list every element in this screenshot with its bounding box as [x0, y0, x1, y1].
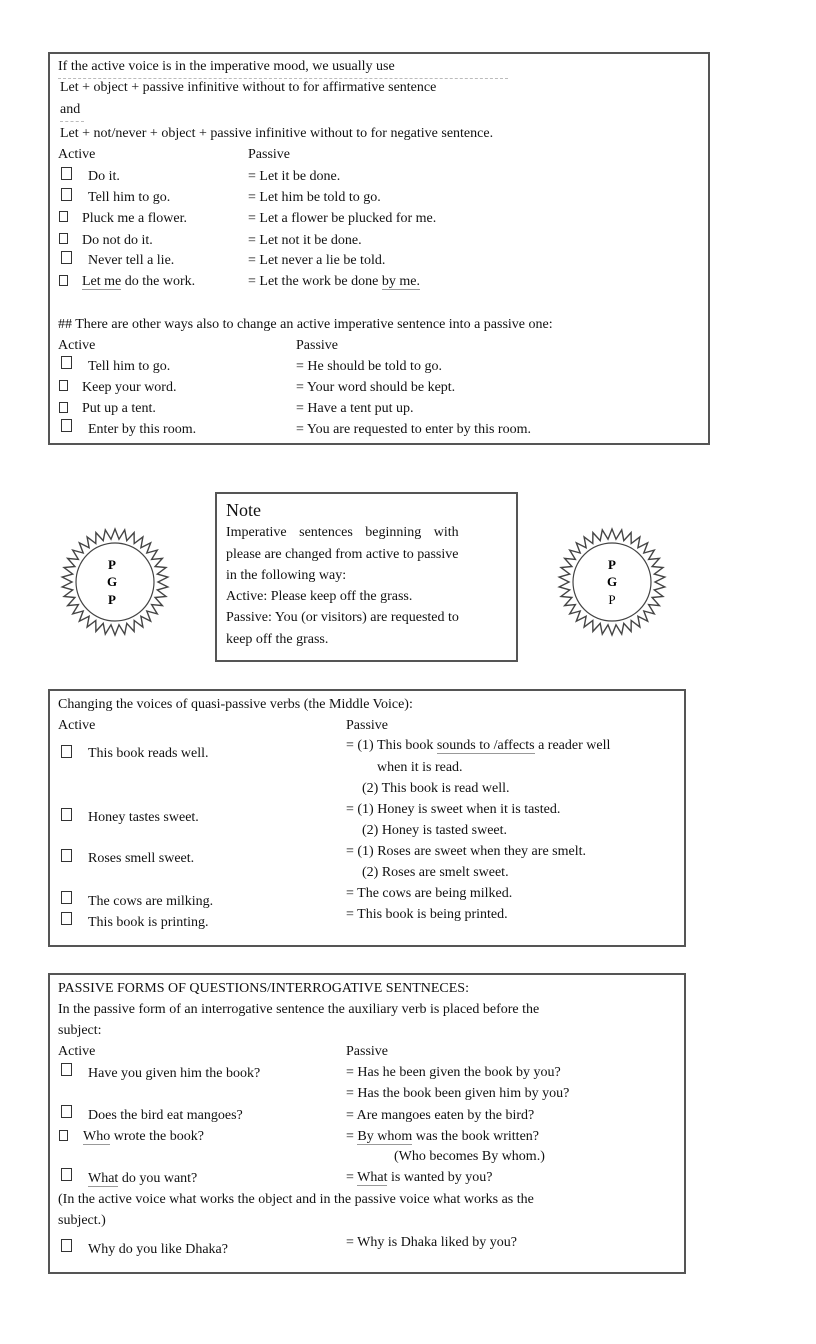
rule-negative: Let + not/never + object + passive infinitive without to for negative sentence.: [60, 126, 494, 141]
checkbox-icon: [59, 233, 68, 244]
checkbox-icon: [61, 891, 72, 904]
active-header: Active: [58, 147, 96, 162]
underlined-phrase: By whom: [357, 1129, 413, 1144]
passive-example: = By whom was the book written?: [346, 1129, 539, 1144]
checkbox-icon: [61, 1239, 72, 1252]
checkbox-icon: [61, 912, 72, 925]
note-line: Imperative sentences beginning with: [226, 525, 459, 540]
active-example: Do not do it.: [82, 233, 153, 248]
checkbox-icon: [61, 419, 72, 432]
active-example: Does the bird eat mangoes?: [88, 1108, 243, 1123]
seal-letter: P: [608, 592, 616, 607]
seal-letter: P: [108, 557, 116, 572]
passive-example: = Your word should be kept.: [296, 380, 456, 395]
passive-example: (2) This book is read well.: [362, 781, 510, 796]
underlined-phrase: Let me: [82, 274, 122, 289]
passive-example: = (1) Roses are sweet when they are smelt.: [346, 844, 586, 859]
note-line: in the following way:: [226, 568, 347, 583]
passive-example: = Have a tent put up.: [296, 401, 414, 416]
passive-example: = (1) This book sounds to /affects a reader well: [346, 738, 611, 753]
passive-header: Passive: [296, 338, 338, 353]
active-example: Do it.: [88, 169, 120, 184]
checkbox-icon: [61, 356, 72, 369]
passive-example: = This book is being printed.: [346, 907, 508, 922]
passive-header: Passive: [346, 1044, 388, 1059]
pgp-seal-right: [557, 527, 667, 637]
other-ways-heading: ## There are other ways also to change an active imperative sentence into a passive one:: [58, 317, 553, 332]
interrogative-box: [48, 973, 686, 1274]
active-example: Why do you like Dhaka?: [88, 1242, 228, 1257]
active-example: This book reads well.: [88, 746, 209, 761]
checkbox-icon: [59, 402, 68, 413]
passive-example: = You are requested to enter by this room.: [296, 422, 531, 437]
note-line: Passive: You (or visitors) are requested to: [226, 610, 459, 625]
passive-example: = Why is Dhaka liked by you?: [346, 1235, 517, 1250]
checkbox-icon: [59, 1130, 68, 1141]
note-line: please are changed from active to passive: [226, 547, 459, 562]
underlined-phrase: sounds to /affects: [436, 738, 535, 753]
passive-example: = Let him be told to go.: [248, 190, 381, 205]
passive-example: = The cows are being milked.: [346, 886, 513, 901]
dashed-divider: [60, 121, 84, 122]
rule-affirmative: Let + object + passive infinitive without to for affirmative sentence: [60, 80, 437, 95]
description-line: subject:: [58, 1023, 102, 1038]
active-example: The cows are milking.: [88, 894, 214, 909]
note-line: keep off the grass.: [226, 632, 329, 647]
checkbox-icon: [61, 745, 72, 758]
checkbox-icon: [59, 211, 68, 222]
passive-example: = Has the book been given him by you?: [346, 1086, 570, 1101]
checkbox-icon: [61, 167, 72, 180]
passive-example: = Let it be done.: [248, 169, 341, 184]
description-line: In the passive form of an interrogative sentence the auxiliary verb is placed before the: [58, 1002, 540, 1017]
active-example: Have you given him the book?: [88, 1066, 261, 1081]
note-title: Note: [226, 500, 261, 520]
seal-letter: G: [106, 574, 118, 589]
active-example: Never tell a lie.: [88, 253, 175, 268]
parenthetical-note: subject.): [58, 1213, 106, 1228]
checkbox-icon: [59, 380, 68, 391]
active-example: What do you want?: [88, 1171, 198, 1186]
checkbox-icon: [61, 849, 72, 862]
active-example: Tell him to go.: [88, 359, 171, 374]
passive-example: = Are mangoes eaten by the bird?: [346, 1108, 535, 1123]
active-example: Roses smell sweet.: [88, 851, 195, 866]
seal-letter: G: [606, 574, 618, 589]
middle-voice-box: [48, 689, 686, 947]
active-example: Tell him to go.: [88, 190, 171, 205]
section-title: Changing the voices of quasi-passive verbs (the Middle Voice):: [58, 697, 413, 712]
passive-example: (2) Honey is tasted sweet.: [362, 823, 508, 838]
intro-text: If the active voice is in the imperative mood, we usually use: [58, 59, 395, 74]
pgp-seal-left: [60, 527, 170, 637]
passive-example: = What is wanted by you?: [346, 1170, 493, 1185]
active-example: Enter by this room.: [88, 422, 197, 437]
passive-example: = He should be told to go.: [296, 359, 442, 374]
active-example: Pluck me a flower.: [82, 211, 187, 226]
seal-letter: P: [108, 592, 116, 607]
active-example: Keep your word.: [82, 380, 177, 395]
passive-example: = Let never a lie be told.: [248, 253, 386, 268]
checkbox-icon: [61, 1168, 72, 1181]
passive-example: (2) Roses are smelt sweet.: [362, 865, 509, 880]
and-text: and: [60, 102, 81, 117]
active-header: Active: [58, 1044, 96, 1059]
underlined-phrase: Who: [83, 1129, 111, 1144]
active-header: Active: [58, 718, 96, 733]
checkbox-icon: [61, 251, 72, 264]
checkbox-icon: [61, 808, 72, 821]
active-example: Put up a tent.: [82, 401, 156, 416]
active-header: Active: [58, 338, 96, 353]
imperative-voice-box: [48, 52, 710, 445]
underlined-phrase: What: [357, 1170, 388, 1185]
underlined-phrase: by me.: [381, 274, 420, 289]
active-example: This book is printing.: [88, 915, 209, 930]
section-title: PASSIVE FORMS OF QUESTIONS/INTERROGATIVE SENTNECES:: [58, 981, 469, 996]
note-box: [215, 492, 518, 662]
passive-example: = Let a flower be plucked for me.: [248, 211, 437, 226]
active-example: Who wrote the book?: [83, 1129, 204, 1144]
passive-example: = Let the work be done by me.: [248, 274, 420, 289]
passive-header: Passive: [346, 718, 388, 733]
passive-example: = Let not it be done.: [248, 233, 362, 248]
checkbox-icon: [59, 275, 68, 286]
checkbox-icon: [61, 1063, 72, 1076]
underlined-phrase: What: [88, 1171, 119, 1186]
active-example: Honey tastes sweet.: [88, 810, 199, 825]
passive-header: Passive: [248, 147, 290, 162]
passive-note: (Who becomes By whom.): [394, 1149, 545, 1164]
parenthetical-note: (In the active voice what works the object and in the passive voice what works as the: [58, 1192, 534, 1207]
note-line: Active: Please keep off the grass.: [226, 589, 413, 604]
passive-example: when it is read.: [377, 760, 463, 775]
seal-letter: P: [608, 557, 616, 572]
checkbox-icon: [61, 1105, 72, 1118]
passive-example: = Has he been given the book by you?: [346, 1065, 561, 1080]
passive-example: = (1) Honey is sweet when it is tasted.: [346, 802, 561, 817]
active-example: Let me do the work.: [82, 274, 196, 289]
checkbox-icon: [61, 188, 72, 201]
